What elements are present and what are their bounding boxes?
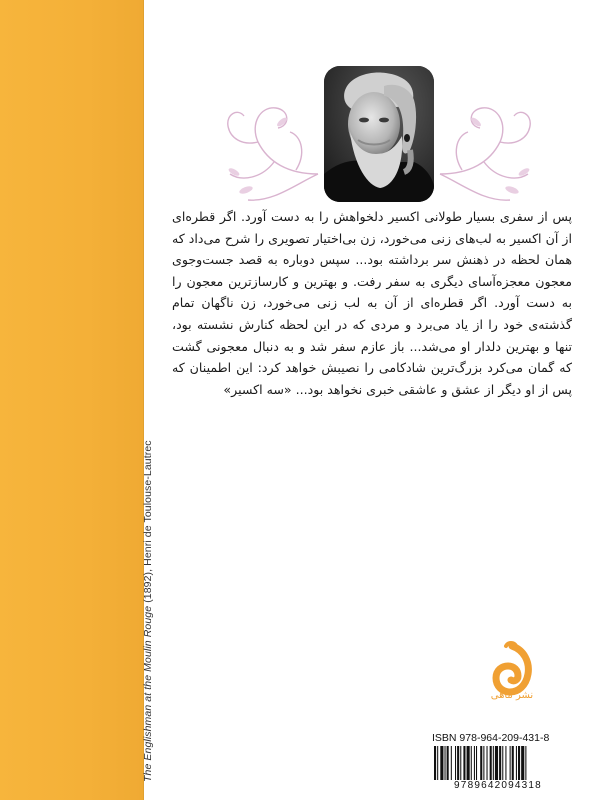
orange-side-band	[0, 0, 144, 800]
credit-artist: (1892), Henri de Toulouse-Lautrec	[142, 440, 154, 606]
cover-art-credit	[142, 440, 154, 782]
blurb-paragraph: پس از سفری بسیار طولانی اکسیر دلخواهش را به دست آورد. اگر قطره‌ای از آن اکسیر به لب‌های زنی می‌خورد، زن بی‌اختیار تصویری را شرح می‌داد که همان لحظه در ذهنش سر برداشته بود... سپس دوباره به قصد جست‌وجوی معجون معجزه‌آسای دیگری به سفر رفت. و بهترین و کارسازترین معجون را به دست آورد. اگر قطره‌ای از آن به لب زنی می‌خورد، زن ناگهان تمام گذشته‌ی خود را از یاد می‌برد و مردی که در این لحظه کنارش نشسته بود، تنها و بهترین دلدار او می‌شد... باز عازم سفر شد و به دنبال معجونی گشت که گمان می‌کرد بزرگ‌ترین شادکامی را نصیبش خواهد کرد: این اطمینان که پس از او دیگر از عشق و عاشقی خبری نخواهد بود... «سه اکسیر»	[172, 209, 572, 397]
floral-ornament-left	[178, 62, 328, 212]
credit-artwork-title: The Englishman at the Moulin Rouge	[142, 605, 154, 782]
publisher-name: نشر ماهی	[490, 690, 534, 701]
floral-ornament-right	[430, 62, 580, 212]
blurb-text	[172, 206, 572, 400]
isbn-label: ISBN 978-964-209-431-8	[432, 732, 550, 744]
author-portrait	[324, 66, 434, 202]
barcode-digits: 9789642094318	[432, 780, 564, 791]
